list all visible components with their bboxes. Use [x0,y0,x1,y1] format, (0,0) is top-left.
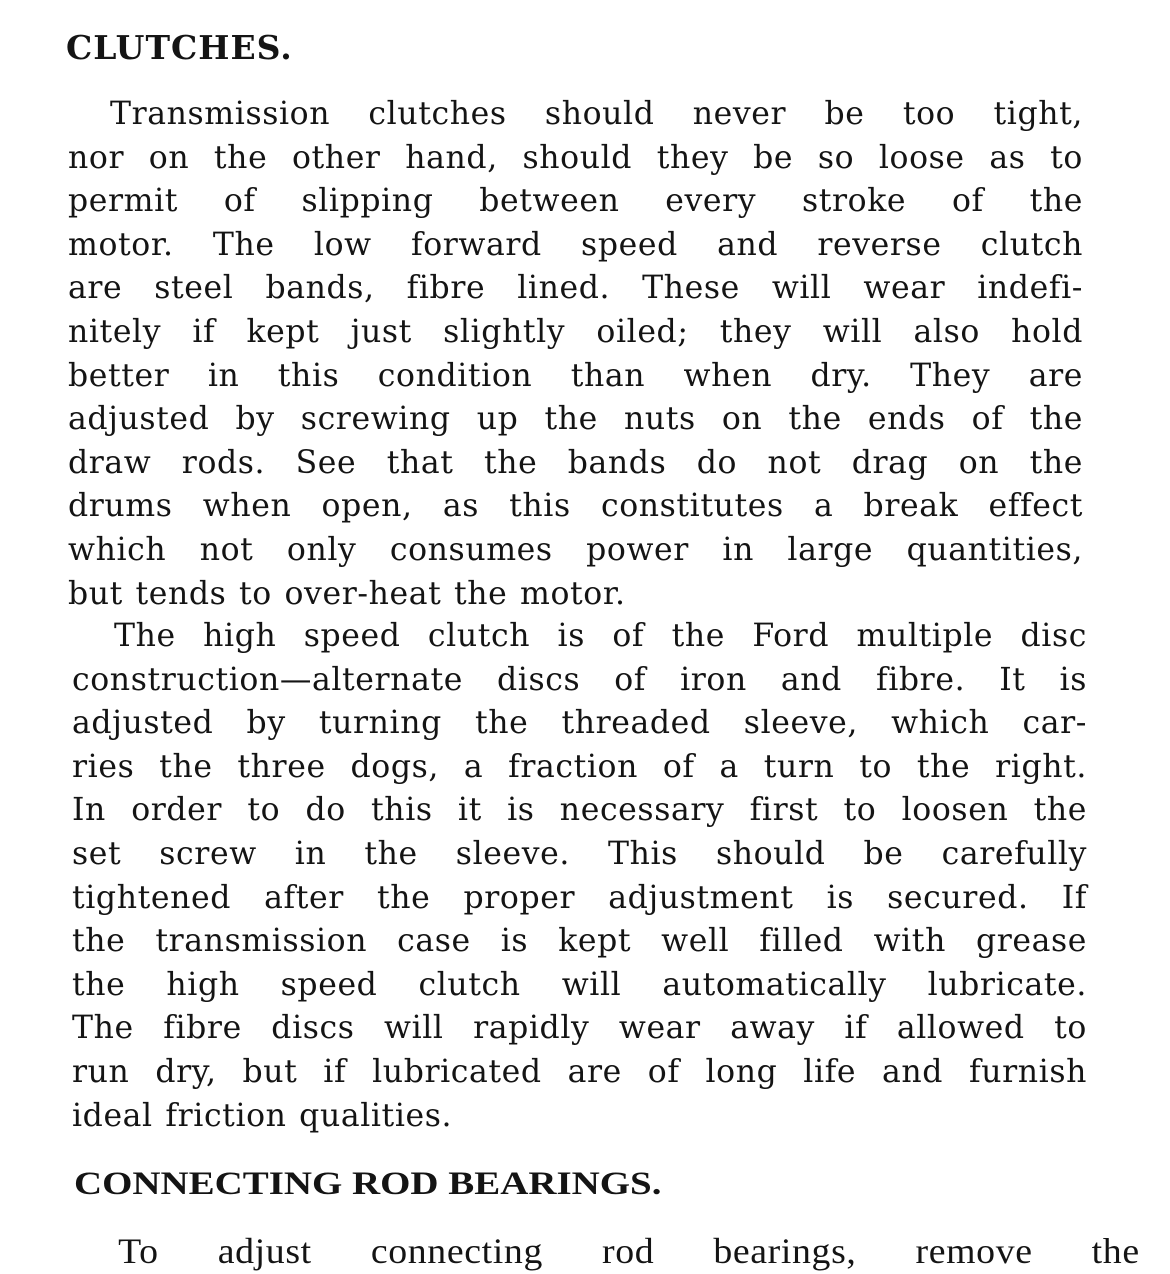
text-line: Transmission clutches should never be too tight, [110,96,1083,132]
text-line: In order to do this it is necessary first to loosen the [72,792,1087,829]
text-line: construction—alternate discs of iron and fibre. It is [72,661,1087,698]
heading-clutches: CLUTCHES. [66,28,293,67]
text-line: better in this condition than when dry. They are [68,357,1083,394]
clutches-paragraph-1 [68,93,1083,616]
text-line: but tends to over-heat the motor. [68,575,626,612]
heading-connecting-rod-bearings: CONNECTING ROD BEARINGS. [74,1166,662,1202]
text-line: permit of slipping between every stroke of the [68,183,1083,220]
text-line: nor on the other hand, should they be so loose as to [68,139,1083,176]
connecting-rod-paragraph-1 [74,1230,1140,1274]
text-line: The high speed clutch is of the Ford multiple disc [114,618,1087,654]
text-line: draw rods. See that the bands do not drag on the [68,444,1083,481]
text-line: the transmission case is kept well filled with grease [72,923,1087,960]
text-line: ideal friction qualities. [72,1097,453,1134]
text-line: To adjust connecting rod bearings, remove the [118,1231,1140,1271]
text-line: which not only consumes power in large quantities, [68,531,1083,568]
text-line: adjusted by turning the threaded sleeve, which car- [72,705,1087,742]
text-line: The fibre discs will rapidly wear away if allowed to [72,1010,1087,1047]
text-line: drums when open, as this constitutes a break effect [68,488,1083,525]
clutches-paragraph-2 [72,615,1087,1138]
text-line: tightened after the proper adjustment is secured. If [72,879,1087,916]
text-line: nitely if kept just slightly oiled; they will also hold [68,313,1083,350]
text-line: run dry, but if lubricated are of long life and furnish [72,1053,1087,1090]
text-line: adjusted by screwing up the nuts on the ends of the [68,401,1083,438]
text-line: motor. The low forward speed and reverse clutch [68,226,1083,263]
text-line: the high speed clutch will automatically lubricate. [72,966,1087,1003]
text-line: set screw in the sleeve. This should be carefully [72,835,1087,872]
text-line: are steel bands, fibre lined. These will wear indefi- [68,270,1083,307]
text-line: ries the three dogs, a fraction of a turn to the right. [72,748,1087,785]
